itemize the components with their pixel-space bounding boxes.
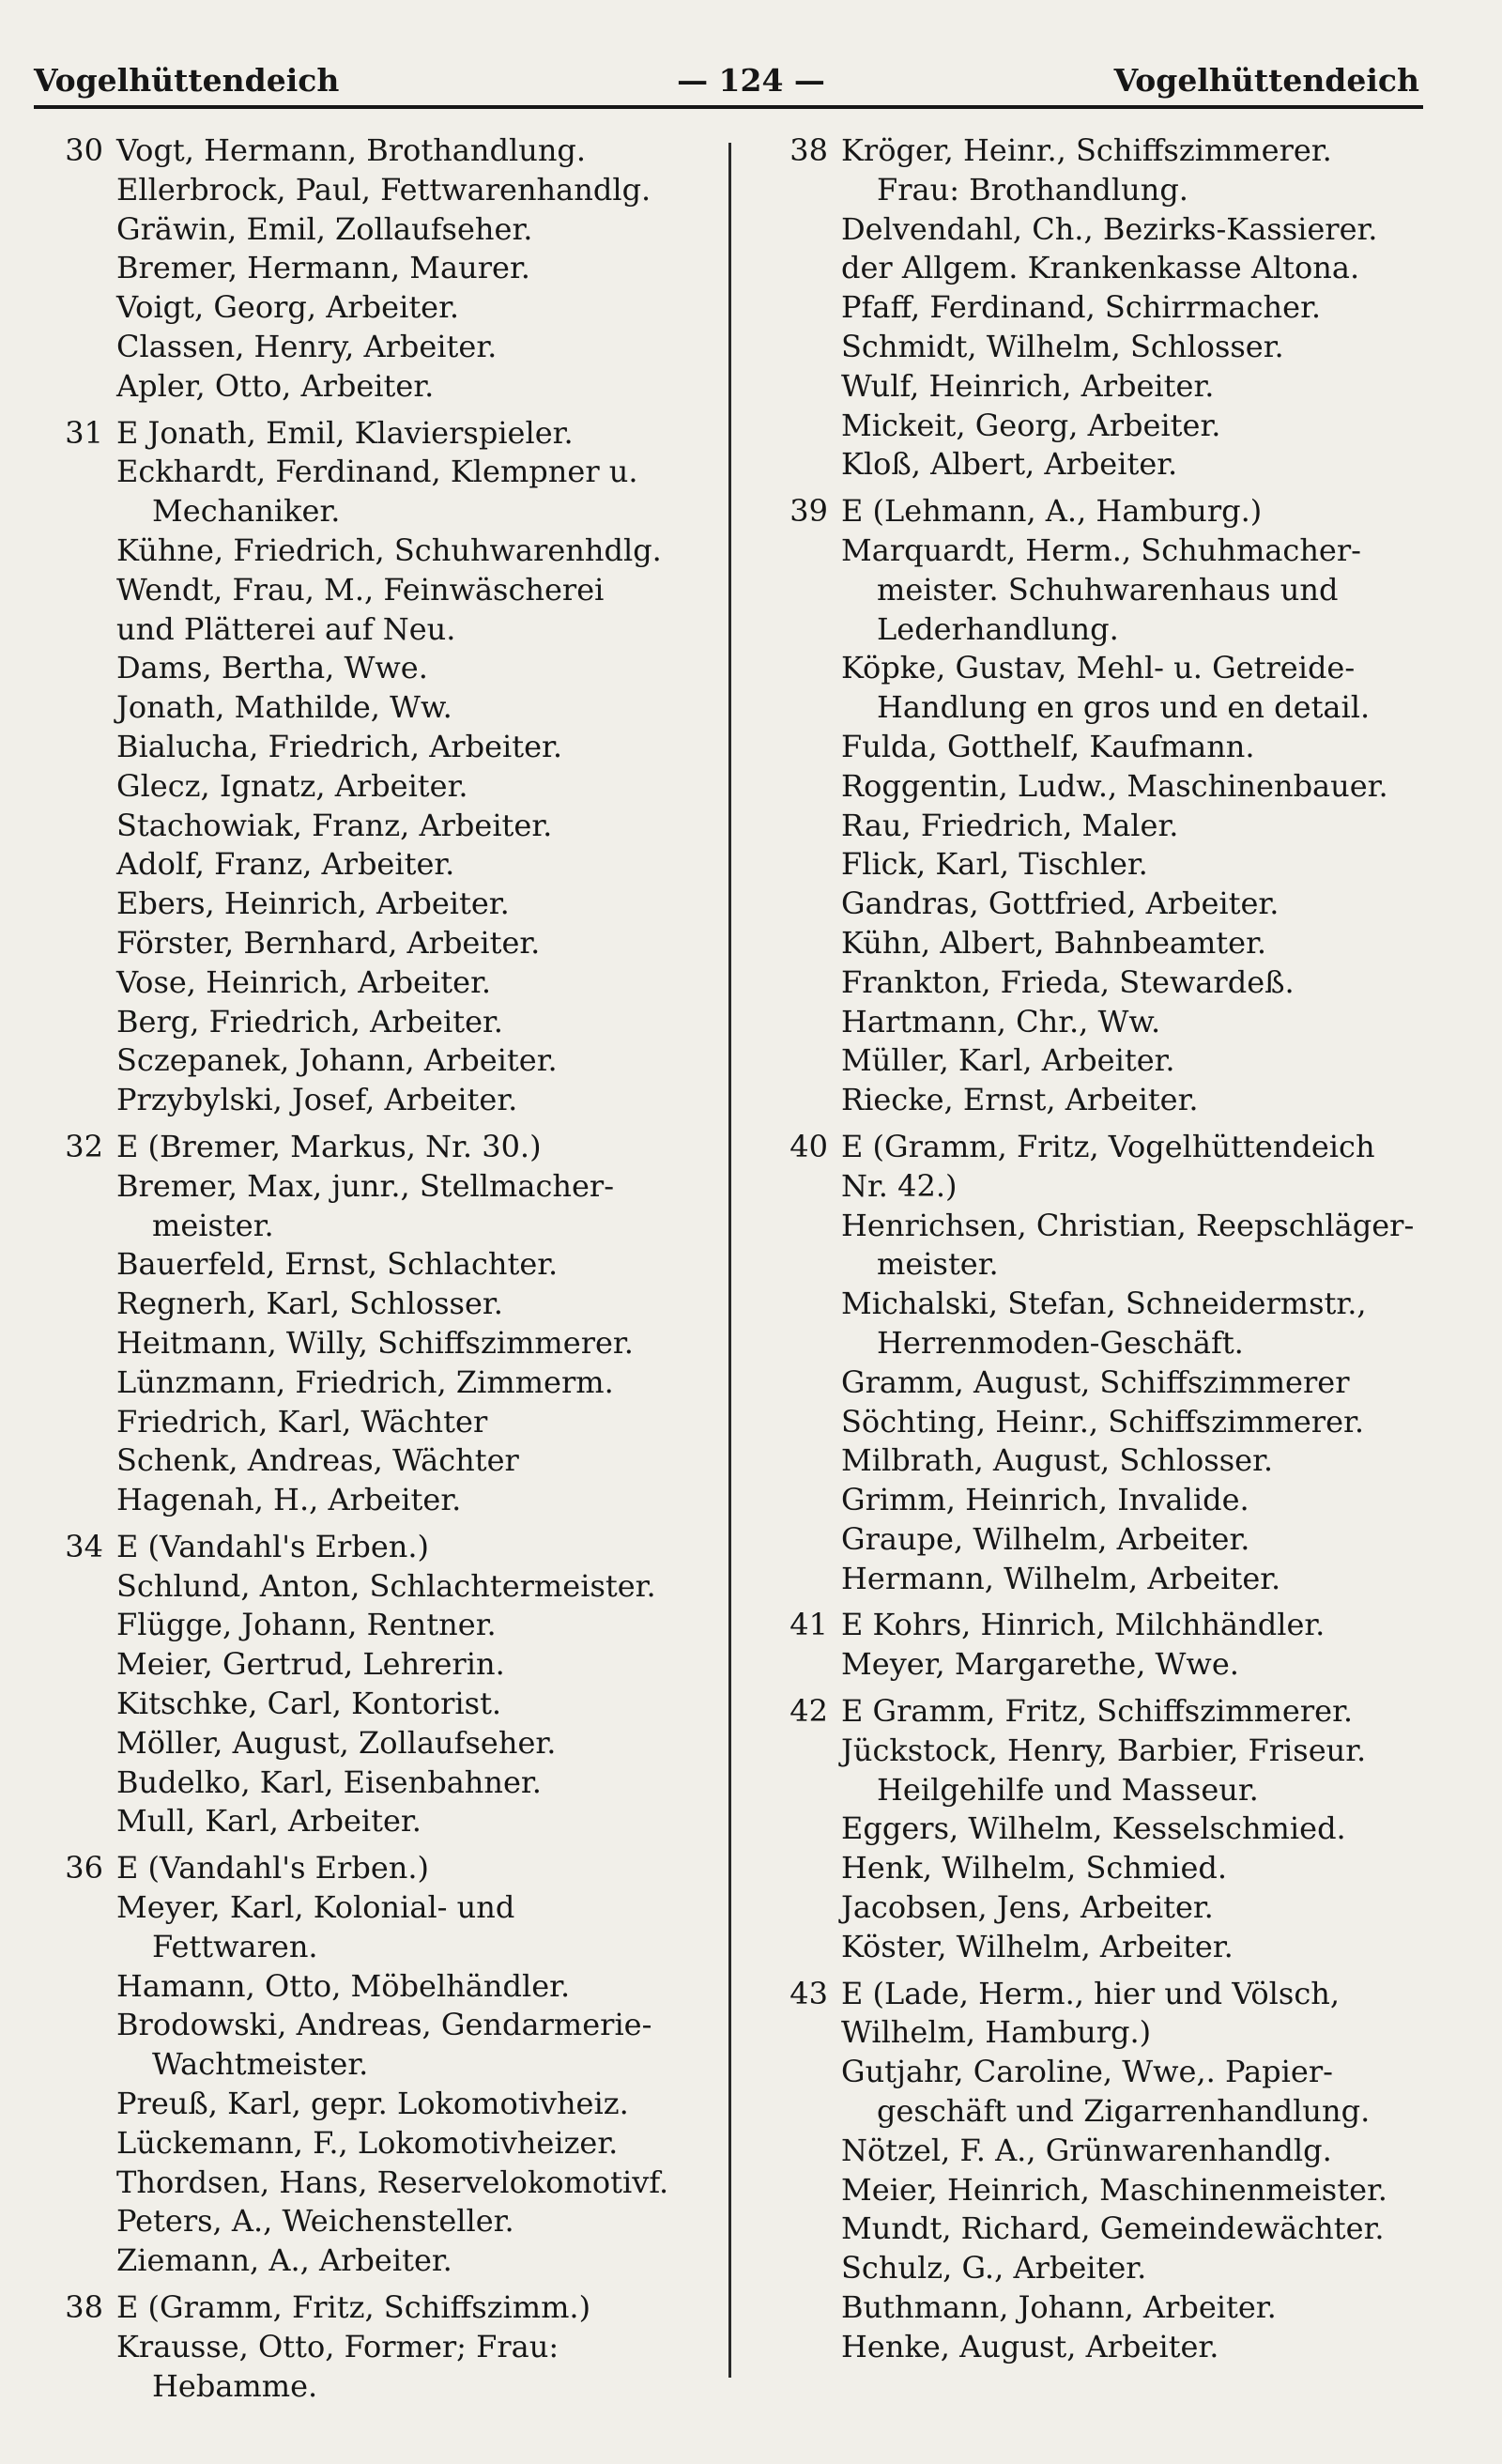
resident-entry xyxy=(772,2013,1462,2053)
entry-text: Lünzmann, Friedrich, Zimmerm. xyxy=(116,1363,614,1400)
resident-entry xyxy=(47,288,718,328)
entry-text: Eckhardt, Ferdinand, Klempner u. xyxy=(116,454,638,490)
entry-text: der Allgem. Krankenkasse Altona. xyxy=(841,250,1360,286)
house-entry xyxy=(772,1128,1462,1167)
resident-entry xyxy=(47,2164,718,2203)
entry-text: Henke, August, Arbeiter. xyxy=(841,2328,1219,2364)
house-entry xyxy=(772,131,1462,171)
resident-entry xyxy=(772,1363,1462,1403)
resident-entry xyxy=(47,2045,718,2085)
entry-text: meister. Schuhwarenhaus und xyxy=(877,571,1339,608)
resident-entry xyxy=(772,1849,1462,1888)
entry-text: Bremer, Hermann, Maurer. xyxy=(116,250,530,286)
entry-text: Bauerfeld, Ernst, Schlachter. xyxy=(116,1246,559,1283)
house-spacer xyxy=(47,407,718,414)
resident-entry xyxy=(772,1285,1462,1324)
entry-text: Glecz, Ignatz, Arbeiter. xyxy=(116,767,468,804)
entry-text: meister. xyxy=(877,1246,999,1283)
house-spacer xyxy=(772,1967,1462,1975)
entry-text: Mechaniker. xyxy=(152,493,341,530)
entry-text: Meier, Gertrud, Lehrerin. xyxy=(116,1646,505,1683)
entry-text: E (Bremer, Markus, Nr. 30.) xyxy=(116,1128,542,1164)
house-entry xyxy=(47,1528,718,1567)
entry-text: Schlund, Anton, Schlachtermeister. xyxy=(116,1567,656,1604)
resident-entry xyxy=(772,445,1462,485)
resident-entry xyxy=(772,1081,1462,1120)
entry-text: Thordsen, Hans, Reservelokomotivf. xyxy=(116,2164,669,2200)
house-number: 43 xyxy=(789,1975,828,2011)
resident-entry xyxy=(772,407,1462,446)
entry-text: Grimm, Heinrich, Invalide. xyxy=(841,1482,1249,1518)
resident-entry xyxy=(772,1888,1462,1928)
entry-text: Graupe, Wilhelm, Arbeiter. xyxy=(841,1520,1250,1557)
resident-entry xyxy=(772,2328,1462,2367)
left-column xyxy=(47,131,718,2406)
entry-text: Gandras, Gottfried, Arbeiter. xyxy=(841,886,1280,922)
resident-entry xyxy=(772,1245,1462,1285)
entry-text: Jacobsen, Jens, Arbeiter. xyxy=(841,1889,1214,1926)
entry-text: Dams, Bertha, Wwe. xyxy=(116,650,428,686)
resident-entry xyxy=(772,1207,1462,1246)
house-number: 40 xyxy=(789,1128,828,1164)
resident-entry xyxy=(47,1481,718,1520)
resident-entry xyxy=(772,610,1462,650)
entry-text: und Plätterei auf Neu. xyxy=(116,610,456,647)
resident-entry xyxy=(772,1645,1462,1685)
entry-text: Fettwaren. xyxy=(152,1928,318,1964)
entry-text: Pfaff, Ferdinand, Schirrmacher. xyxy=(841,289,1322,326)
resident-entry xyxy=(47,1324,718,1363)
entry-text: Brodowski, Andreas, Gendarmerie- xyxy=(116,2007,652,2043)
resident-entry xyxy=(772,1324,1462,1363)
house-entry xyxy=(772,1606,1462,1645)
right-column xyxy=(772,131,1462,2367)
entry-text: Ziemann, A., Arbeiter. xyxy=(116,2242,452,2279)
resident-entry xyxy=(47,171,718,210)
resident-entry xyxy=(47,1207,718,1246)
resident-entry xyxy=(772,963,1462,1003)
entry-text: Förster, Bernhard, Arbeiter. xyxy=(116,924,541,961)
resident-entry xyxy=(772,728,1462,767)
resident-entry xyxy=(47,688,718,728)
entry-text: Delvendahl, Ch., Bezirks-Kassierer. xyxy=(841,210,1378,247)
entry-text: Schenk, Andreas, Wächter xyxy=(116,1442,519,1479)
resident-entry xyxy=(772,531,1462,571)
entry-text: Frankton, Frieda, Stewardeß. xyxy=(841,963,1295,1000)
resident-entry xyxy=(47,1928,718,1967)
resident-entry xyxy=(47,885,718,924)
entry-text: Köster, Wilhelm, Arbeiter. xyxy=(841,1928,1234,1964)
entry-text: Vose, Heinrich, Arbeiter. xyxy=(116,963,492,1000)
resident-entry xyxy=(47,845,718,885)
resident-entry xyxy=(47,249,718,288)
resident-entry xyxy=(47,1645,718,1685)
entry-text: Köpke, Gustav, Mehl- u. Getreide- xyxy=(841,650,1356,686)
entry-text: Schmidt, Wilhelm, Schlosser. xyxy=(841,328,1284,364)
entry-text: Kühne, Friedrich, Schuhwarenhdlg. xyxy=(116,531,662,568)
resident-entry xyxy=(772,1732,1462,1771)
entry-text: Nr. 42.) xyxy=(841,1167,958,1204)
resident-entry xyxy=(772,210,1462,250)
entry-text: Regnerh, Karl, Schlosser. xyxy=(116,1286,503,1322)
entry-text: Vogt, Hermann, Brothandlung. xyxy=(116,132,587,168)
resident-entry xyxy=(47,1285,718,1324)
house-number: 42 xyxy=(789,1693,828,1730)
resident-entry xyxy=(772,288,1462,328)
resident-entry xyxy=(47,610,718,650)
house-spacer xyxy=(47,1120,718,1128)
resident-entry xyxy=(772,1928,1462,1967)
entry-text: E (Lehmann, A., Hamburg.) xyxy=(841,493,1263,530)
house-number: 34 xyxy=(65,1528,103,1564)
resident-entry xyxy=(772,249,1462,288)
house-spacer xyxy=(47,1520,718,1528)
entry-text: Eggers, Wilhelm, Kesselschmied. xyxy=(841,1810,1346,1847)
entry-text: meister. xyxy=(152,1207,274,1243)
resident-entry xyxy=(47,1041,718,1081)
resident-entry xyxy=(47,1606,718,1645)
entry-text: Jückstock, Henry, Barbier, Friseur. xyxy=(841,1732,1367,1768)
house-entry xyxy=(772,492,1462,531)
column-divider xyxy=(728,143,731,2378)
entry-text: Gräwin, Emil, Zollaufseher. xyxy=(116,210,533,247)
entry-text: Bremer, Max, junr., Stellmacher- xyxy=(116,1167,615,1204)
house-entry xyxy=(772,1692,1462,1732)
entry-text: Wilhelm, Hamburg.) xyxy=(841,2014,1152,2051)
entry-text: Lückemann, F., Lokomotivheizer. xyxy=(116,2124,619,2161)
entry-text: Mull, Karl, Arbeiter. xyxy=(116,1803,421,1840)
resident-entry xyxy=(47,963,718,1003)
entry-text: Hagenah, H., Arbeiter. xyxy=(116,1482,462,1518)
entry-text: Ellerbrock, Paul, Fettwarenhandlg. xyxy=(116,171,651,208)
entry-text: Voigt, Georg, Arbeiter. xyxy=(116,289,460,326)
entry-text: Meyer, Karl, Kolonial- und xyxy=(116,1889,515,1926)
entry-text: Wulf, Heinrich, Arbeiter. xyxy=(841,367,1215,404)
resident-entry xyxy=(47,2367,718,2407)
entry-text: E (Lade, Herm., hier und Völsch, xyxy=(841,1975,1341,2011)
entry-text: Ebers, Heinrich, Arbeiter. xyxy=(116,886,510,922)
entry-text: Sczepanek, Johann, Arbeiter. xyxy=(116,1042,558,1079)
entry-text: Jonath, Mathilde, Ww. xyxy=(116,689,452,726)
entry-text: Heitmann, Willy, Schiffszimmerer. xyxy=(116,1324,634,1361)
resident-entry xyxy=(47,1245,718,1285)
entry-text: Kröger, Heinr., Schiffszimmerer. xyxy=(841,132,1332,168)
entry-text: E (Gramm, Fritz, Schiffszimm.) xyxy=(116,2289,591,2326)
entry-text: Adolf, Franz, Arbeiter. xyxy=(116,846,455,883)
entry-text: E (Vandahl's Erben.) xyxy=(116,1528,430,1564)
resident-entry xyxy=(772,367,1462,407)
resident-entry xyxy=(772,571,1462,610)
resident-entry xyxy=(772,767,1462,807)
resident-entry xyxy=(47,1363,718,1403)
house-entry xyxy=(772,1975,1462,2014)
resident-entry xyxy=(772,1810,1462,1849)
entry-text: Meier, Heinrich, Maschinenmeister. xyxy=(841,2171,1387,2208)
entry-text: Herrenmoden-Geschäft. xyxy=(877,1324,1244,1361)
entry-text: Lederhandlung. xyxy=(877,610,1119,647)
entry-text: Buthmann, Johann, Arbeiter. xyxy=(841,2289,1277,2326)
entry-text: Milbrath, August, Schlosser. xyxy=(841,1442,1274,1479)
resident-entry xyxy=(772,1441,1462,1481)
house-spacer xyxy=(47,2281,718,2288)
resident-entry xyxy=(47,728,718,767)
entry-text: Friedrich, Karl, Wächter xyxy=(116,1403,488,1440)
entry-text: Apler, Otto, Arbeiter. xyxy=(116,367,435,404)
resident-entry xyxy=(772,688,1462,728)
resident-entry xyxy=(47,1888,718,1928)
resident-entry xyxy=(772,1560,1462,1599)
resident-entry xyxy=(47,453,718,492)
resident-entry xyxy=(772,2092,1462,2132)
entry-text: Mundt, Richard, Gemeindewächter. xyxy=(841,2210,1385,2247)
resident-entry xyxy=(47,1567,718,1607)
entry-text: Flick, Karl, Tischler. xyxy=(841,846,1148,883)
entry-text: Classen, Henry, Arbeiter. xyxy=(116,328,498,364)
entry-text: Wendt, Frau, M., Feinwäscherei xyxy=(116,571,605,608)
header-street-left: Vogelhüttendeich xyxy=(34,62,340,99)
house-number: 32 xyxy=(65,1128,103,1164)
house-spacer xyxy=(47,1841,718,1849)
entry-text: Krausse, Otto, Former; Frau: xyxy=(116,2328,559,2364)
resident-entry xyxy=(47,367,718,407)
entry-text: Fulda, Gotthelf, Kaufmann. xyxy=(841,728,1255,764)
resident-entry xyxy=(772,2249,1462,2288)
house-number: 38 xyxy=(789,132,828,168)
entry-text: Kitschke, Carl, Kontorist. xyxy=(116,1686,502,1722)
resident-entry xyxy=(772,2288,1462,2328)
house-spacer xyxy=(772,1120,1462,1128)
resident-entry xyxy=(47,1081,718,1120)
resident-entry xyxy=(47,492,718,531)
resident-entry xyxy=(772,328,1462,367)
house-number: 41 xyxy=(789,1607,828,1643)
entry-text: Mickeit, Georg, Arbeiter. xyxy=(841,407,1221,443)
resident-entry xyxy=(772,2171,1462,2210)
resident-entry xyxy=(47,1403,718,1442)
entry-text: Hermann, Wilhelm, Arbeiter. xyxy=(841,1560,1281,1596)
resident-entry xyxy=(772,171,1462,210)
entry-text: Roggentin, Ludw., Maschinenbauer. xyxy=(841,767,1388,804)
entry-text: Przybylski, Josef, Arbeiter. xyxy=(116,1082,518,1118)
entry-text: Berg, Friedrich, Arbeiter. xyxy=(116,1003,503,1040)
resident-entry xyxy=(47,807,718,846)
entry-text: Peters, A., Weichensteller. xyxy=(116,2203,514,2240)
entry-text: Hamann, Otto, Möbelhändler. xyxy=(116,1967,571,2004)
entry-text: Riecke, Ernst, Arbeiter. xyxy=(841,1082,1199,1118)
entry-text: Kühn, Albert, Bahnbeamter. xyxy=(841,924,1267,961)
resident-entry xyxy=(772,807,1462,846)
resident-entry xyxy=(47,2202,718,2241)
entry-text: Gutjahr, Caroline, Wwe,. Papier- xyxy=(841,2054,1333,2090)
resident-entry xyxy=(47,767,718,807)
house-spacer xyxy=(772,485,1462,492)
resident-entry xyxy=(772,1481,1462,1520)
house-entry xyxy=(47,1128,718,1167)
entry-text: Kloß, Albert, Arbeiter. xyxy=(841,446,1178,483)
entry-text: Müller, Karl, Arbeiter. xyxy=(841,1042,1175,1079)
resident-entry xyxy=(47,2241,718,2281)
house-number: 30 xyxy=(65,132,103,168)
resident-entry xyxy=(772,924,1462,963)
entry-text: Henk, Wilhelm, Schmied. xyxy=(841,1850,1228,1886)
entry-text: Schulz, G., Arbeiter. xyxy=(841,2250,1147,2287)
entry-text: E Kohrs, Hinrich, Milchhändler. xyxy=(841,1607,1326,1643)
entry-text: E Jonath, Emil, Klavierspieler. xyxy=(116,414,574,451)
entry-text: Marquardt, Herm., Schuhmacher- xyxy=(841,531,1361,568)
house-entry xyxy=(47,1849,718,1888)
entry-text: Flügge, Johann, Rentner. xyxy=(116,1607,497,1643)
resident-entry xyxy=(47,1167,718,1207)
entry-text: Söchting, Heinr., Schiffszimmerer. xyxy=(841,1403,1364,1440)
header-street-right: Vogelhüttendeich xyxy=(1113,62,1419,99)
resident-entry xyxy=(772,1403,1462,1442)
resident-entry xyxy=(772,1041,1462,1081)
resident-entry xyxy=(47,210,718,250)
resident-entry xyxy=(47,1724,718,1763)
resident-entry xyxy=(47,1003,718,1042)
entry-text: Henrichsen, Christian, Reepschläger- xyxy=(841,1207,1415,1243)
entry-text: Stachowiak, Franz, Arbeiter. xyxy=(116,807,553,843)
house-entry xyxy=(47,2288,718,2328)
house-spacer xyxy=(772,1685,1462,1692)
resident-entry xyxy=(772,1771,1462,1810)
resident-entry xyxy=(47,1763,718,1803)
house-entry xyxy=(47,414,718,454)
resident-entry xyxy=(772,1167,1462,1207)
resident-entry xyxy=(47,1967,718,2007)
entry-text: Handlung en gros und en detail. xyxy=(877,689,1371,726)
house-spacer xyxy=(772,1598,1462,1606)
entry-text: Michalski, Stefan, Schneidermstr., xyxy=(841,1286,1367,1322)
resident-entry xyxy=(47,531,718,571)
house-entry xyxy=(47,131,718,171)
resident-entry xyxy=(47,1685,718,1724)
entry-text: Bialucha, Friedrich, Arbeiter. xyxy=(116,728,562,764)
resident-entry xyxy=(47,2085,718,2124)
resident-entry xyxy=(47,2328,718,2367)
entry-text: Frau: Brothandlung. xyxy=(877,171,1188,208)
header-rule xyxy=(34,105,1423,109)
entry-text: E (Vandahl's Erben.) xyxy=(116,1850,430,1886)
resident-entry xyxy=(772,885,1462,924)
entry-text: Budelko, Karl, Eisenbahner. xyxy=(116,1763,542,1800)
entry-text: Wachtmeister. xyxy=(152,2046,369,2083)
entry-text: Hebamme. xyxy=(152,2367,318,2404)
resident-entry xyxy=(47,2006,718,2045)
resident-entry xyxy=(772,2132,1462,2171)
resident-entry xyxy=(772,2053,1462,2092)
house-number: 39 xyxy=(789,493,828,530)
resident-entry xyxy=(772,649,1462,688)
entry-text: Gramm, August, Schiffszimmerer xyxy=(841,1363,1350,1400)
house-number: 36 xyxy=(65,1850,103,1886)
entry-text: Heilgehilfe und Masseur. xyxy=(877,1771,1259,1808)
entry-text: Preuß, Karl, gepr. Lokomotivheiz. xyxy=(116,2086,629,2122)
entry-text: Möller, August, Zollaufseher. xyxy=(116,1724,557,1761)
resident-entry xyxy=(47,2124,718,2164)
house-number: 38 xyxy=(65,2289,103,2326)
resident-entry xyxy=(772,1520,1462,1560)
entry-text: geschäft und Zigarrenhandlung. xyxy=(877,2093,1371,2130)
resident-entry xyxy=(47,571,718,610)
entry-text: Meyer, Margarethe, Wwe. xyxy=(841,1646,1239,1683)
entry-text: E Gramm, Fritz, Schiffszimmerer. xyxy=(841,1693,1354,1730)
resident-entry xyxy=(47,924,718,963)
resident-entry xyxy=(47,649,718,688)
page-number: — 124 — xyxy=(677,62,825,99)
resident-entry xyxy=(772,845,1462,885)
resident-entry xyxy=(47,1441,718,1481)
entry-text: Nötzel, F. A., Grünwarenhandlg. xyxy=(841,2132,1332,2168)
entry-text: E (Gramm, Fritz, Vogelhüttendeich xyxy=(841,1128,1375,1164)
resident-entry xyxy=(772,1003,1462,1042)
house-number: 31 xyxy=(65,414,103,451)
resident-entry xyxy=(47,328,718,367)
entry-text: Hartmann, Chr., Ww. xyxy=(841,1003,1161,1040)
resident-entry xyxy=(772,2210,1462,2249)
entry-text: Rau, Friedrich, Maler. xyxy=(841,807,1179,843)
resident-entry xyxy=(47,1802,718,1841)
